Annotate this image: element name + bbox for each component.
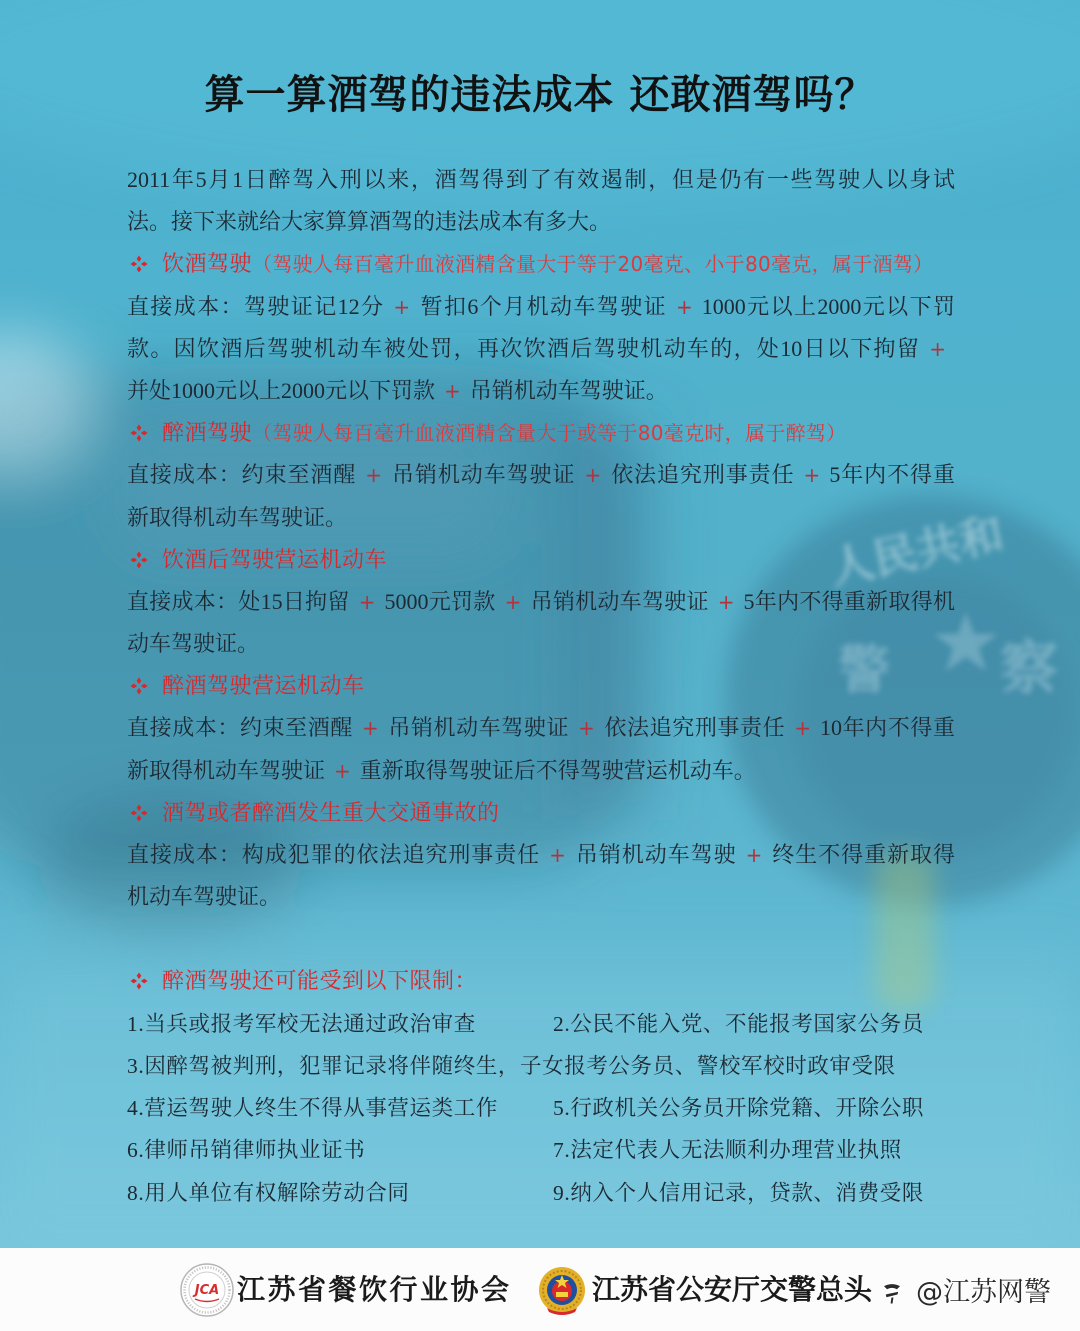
- plus-sign: +: [334, 758, 351, 783]
- cost-item-text: 依法追究刑事责任: [610, 462, 795, 488]
- intro-line: 法。接下来就给大家算算酒驾的违法成本有多大。: [127, 209, 612, 235]
- plus-sign: +: [803, 463, 821, 488]
- plus-sign: +: [365, 463, 383, 488]
- section-heading: [127, 243, 955, 285]
- cost-item-text: 终生不得重新取得: [771, 842, 955, 867]
- cost-item-text: 直接成本：构成犯罪的依法追究刑事责任: [127, 842, 541, 867]
- plus-sign: +: [584, 463, 602, 488]
- cost-item-text: 动车驾驶证。: [127, 631, 260, 657]
- cost-item-text: 吊销机动车驾驶证。: [469, 377, 668, 403]
- restriction-item: 4.营运驾驶人终生不得从事营运类工作: [127, 1096, 498, 1121]
- cost-line: [127, 497, 955, 539]
- plus-sign: +: [794, 716, 811, 741]
- restriction-item: 8.用人单位有权解除劳动合同: [127, 1180, 410, 1205]
- restriction-row: [127, 1003, 955, 1045]
- cost-line: [127, 707, 955, 749]
- four-diamond-bullet-icon: [130, 677, 148, 695]
- cost-item-text: 依法追究刑事责任: [603, 715, 786, 741]
- intro-line: 2011年5月1日醉驾入刑以来，酒驾得到了有效遏制，但是仍有一些驾驶人以身试: [127, 167, 955, 192]
- plus-sign: +: [929, 336, 946, 361]
- four-diamond-bullet-icon: [130, 551, 148, 569]
- section-spacer: [127, 918, 955, 960]
- restriction-item: 7.法定代表人无法顺利办理营业执照: [553, 1138, 902, 1163]
- cost-item-text: 5000元罚款: [384, 588, 496, 614]
- cost-item-text: 吊销机动车驾驶证: [387, 715, 570, 741]
- restriction-row: [127, 1172, 955, 1214]
- cost-item-text: 5年内不得重新取得机: [743, 588, 955, 614]
- poster-body: [127, 159, 955, 1214]
- section-heading: [127, 539, 955, 581]
- restriction-item: 9.纳入个人信用记录，贷款、消费受限: [553, 1180, 924, 1205]
- page-title: 算一算酒驾的违法成本 还敢酒驾吗？: [204, 72, 876, 118]
- badge-top-lettering: 人民共和: [825, 508, 1009, 596]
- cost-item-text: 直接成本：约束至酒醒: [127, 715, 353, 741]
- cost-item-text: 新取得机动车驾驶证。: [127, 504, 348, 530]
- cost-line: [127, 876, 955, 918]
- cost-item-text: 吊销机动车驾驶证: [391, 462, 576, 488]
- restriction-row: [127, 1087, 955, 1129]
- plus-sign: +: [745, 843, 763, 867]
- restrictions-heading: [127, 961, 955, 1003]
- badge-right-character: 察: [1000, 634, 1059, 702]
- cost-item-text: 1000元以上2000元以下罚: [701, 293, 955, 319]
- cost-item-text: 机动车驾驶证。: [127, 884, 282, 910]
- section-heading-title: 醉酒驾驶: [162, 421, 253, 447]
- cost-line: [127, 328, 955, 370]
- cost-item-text: 吊销机动车驾驶: [574, 842, 737, 867]
- watermark-text: @江苏网警: [916, 1277, 1051, 1308]
- restriction-row: [127, 1045, 955, 1087]
- cost-line: [127, 454, 955, 496]
- cost-item-text: 10年内不得重: [819, 715, 955, 741]
- org-name-catering-association: 江苏省餐饮行业协会: [237, 1273, 512, 1306]
- cost-item-text: 直接成本：约束至酒醒: [127, 462, 357, 488]
- section-heading-title: 醉酒驾驶营运机动车: [162, 674, 365, 700]
- cost-item-text: 直接成本：处15日拘留: [127, 588, 350, 614]
- restriction-item: 2.公民不能入党、不能报考国家公务员: [553, 1011, 924, 1036]
- cost-item-text: 重新取得驾驶证后不得驾驶营运机动车。: [359, 757, 756, 783]
- cost-item-text: 并处1000元以上2000元以下罚款: [127, 377, 436, 403]
- restriction-row: [127, 1129, 955, 1171]
- plus-sign: +: [549, 843, 566, 867]
- org-name-traffic-police: 江苏省公安厅交警总头: [592, 1273, 873, 1306]
- plus-sign: +: [578, 716, 595, 741]
- four-diamond-bullet-icon: [130, 804, 148, 822]
- restriction-item: 1.当兵或报考军校无法通过政治审查: [127, 1011, 476, 1036]
- section-heading-title: 饮酒驾驶: [162, 252, 253, 278]
- footer: [0, 1248, 1080, 1331]
- plus-sign: +: [444, 378, 461, 403]
- section-heading-title: 饮酒后驾驶营运机动车: [162, 547, 388, 573]
- restriction-item: 6.律师吊销律师执业证书: [127, 1138, 366, 1163]
- cost-item-text: 新取得机动车驾驶证: [127, 757, 326, 783]
- section-heading: [127, 665, 955, 707]
- cost-item-text: 暂扣6个月机动车驾驶证: [419, 293, 667, 319]
- cost-line: [127, 750, 955, 792]
- section-heading-note: （驾驶人每百毫升血液酒精含量大于或等于80毫克时，属于醉驾）: [252, 421, 847, 446]
- cost-item-text: 款。因饮酒后驾驶机动车被处罚，再次饮酒后驾驶机动车的，处10日以下拘留: [127, 335, 921, 361]
- badge-left-character: 警: [838, 641, 891, 701]
- four-diamond-bullet-icon: [130, 255, 148, 273]
- section-heading: [127, 412, 955, 454]
- plus-sign: +: [717, 589, 735, 614]
- plus-sign: +: [358, 589, 376, 614]
- four-diamond-bullet-icon: [130, 972, 148, 990]
- plus-sign: +: [393, 294, 411, 319]
- plus-sign: +: [504, 589, 522, 614]
- jca-logo-text: JCA: [194, 1283, 220, 1298]
- cost-line: [127, 370, 955, 412]
- plus-sign: +: [361, 716, 379, 741]
- cost-line: [127, 623, 955, 665]
- cost-item-text: 5年内不得重: [829, 462, 955, 488]
- section-heading-note: （驾驶人每百毫升血液酒精含量大于等于20毫克、小于80毫克，属于酒驾）: [252, 252, 934, 277]
- plus-sign: +: [676, 294, 693, 319]
- jca-association-logo: [179, 1262, 235, 1318]
- restriction-item: 3.因醉驾被判刑，犯罪记录将伴随终生，子女报考公务员、警校军校时政审受限: [127, 1053, 896, 1078]
- restrictions-heading-title: 醉酒驾驶还可能受到以下限制：: [162, 968, 478, 994]
- police-badge-icon: [537, 1264, 587, 1316]
- restriction-item: 5.行政机关公务员开除党籍、开除公职: [553, 1096, 924, 1121]
- watermark-logo-icon: [878, 1278, 906, 1306]
- cost-item-text: 吊销机动车驾驶证: [530, 588, 709, 614]
- section-heading: [127, 792, 955, 834]
- four-diamond-bullet-icon: [130, 424, 148, 442]
- cost-line: [127, 581, 955, 623]
- section-heading-title: 酒驾或者醉酒发生重大交通事故的: [162, 800, 500, 826]
- cost-item-text: 直接成本：驾驶证记12分: [127, 293, 385, 319]
- cost-line: [127, 834, 955, 876]
- cost-line: [127, 286, 955, 328]
